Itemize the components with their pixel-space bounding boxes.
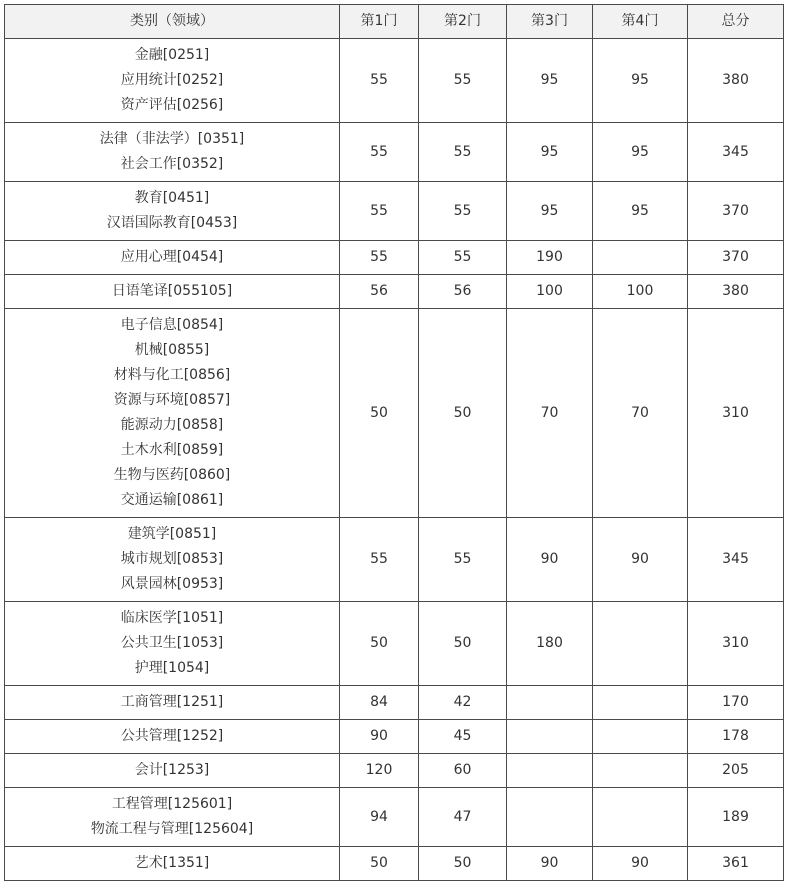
score-subject-1: 55 [340, 241, 419, 275]
header-subject-4: 第4门 [593, 5, 688, 39]
score-subject-4 [593, 602, 688, 686]
table-header [5, 5, 784, 39]
score-subject-2: 50 [419, 847, 507, 881]
table-row [5, 847, 784, 881]
category-label: 风景园林[0953] [120, 576, 224, 592]
category-label: 工商管理[1251] [120, 694, 224, 710]
score-subject-1: 55 [340, 39, 419, 123]
table-row [5, 309, 784, 518]
table-row [5, 39, 784, 123]
score-subject-2: 55 [419, 241, 507, 275]
score-table [4, 4, 784, 881]
score-subject-3: 95 [507, 123, 593, 182]
category-label: 临床医学[1051] [120, 610, 224, 626]
category-label: 护理[1054] [134, 660, 210, 676]
score-subject-4: 90 [593, 518, 688, 602]
score-subject-4 [593, 686, 688, 720]
category-label: 日语笔译[055105] [111, 283, 233, 299]
score-subject-1: 50 [340, 602, 419, 686]
score-subject-3: 180 [507, 602, 593, 686]
table-row [5, 123, 784, 182]
category-cell [5, 518, 340, 602]
score-total: 370 [688, 241, 784, 275]
score-total: 380 [688, 39, 784, 123]
score-subject-2: 55 [419, 182, 507, 241]
category-label: 土木水利[0859] [120, 442, 224, 458]
score-subject-2: 47 [419, 788, 507, 847]
score-subject-4: 70 [593, 309, 688, 518]
category-label: 汉语国际教育[0453] [106, 215, 238, 231]
category-label: 资源与环境[0857] [113, 392, 231, 408]
score-subject-1: 55 [340, 518, 419, 602]
table-body [5, 39, 784, 881]
score-subject-1: 55 [340, 123, 419, 182]
table-row [5, 720, 784, 754]
score-total: 310 [688, 602, 784, 686]
header-subject-2: 第2门 [419, 5, 507, 39]
table-row [5, 275, 784, 309]
header-category: 类别（领域） [5, 5, 340, 39]
category-label: 艺术[1351] [134, 855, 210, 871]
score-subject-4 [593, 754, 688, 788]
score-subject-4 [593, 720, 688, 754]
score-total: 205 [688, 754, 784, 788]
category-label: 交通运输[0861] [120, 492, 224, 508]
score-subject-4: 100 [593, 275, 688, 309]
score-total: 310 [688, 309, 784, 518]
table-row [5, 788, 784, 847]
score-subject-1: 84 [340, 686, 419, 720]
score-subject-2: 55 [419, 39, 507, 123]
score-subject-2: 50 [419, 309, 507, 518]
category-label: 电子信息[0854] [120, 317, 224, 333]
score-subject-2: 45 [419, 720, 507, 754]
category-label: 应用统计[0252] [120, 72, 224, 88]
score-total: 178 [688, 720, 784, 754]
category-cell [5, 686, 340, 720]
category-label: 应用心理[0454] [120, 249, 224, 265]
category-cell [5, 309, 340, 518]
score-subject-1: 55 [340, 182, 419, 241]
score-subject-3: 100 [507, 275, 593, 309]
category-cell [5, 754, 340, 788]
header-subject-1: 第1门 [340, 5, 419, 39]
score-total: 170 [688, 686, 784, 720]
score-subject-4 [593, 788, 688, 847]
score-subject-4: 90 [593, 847, 688, 881]
category-label: 生物与医药[0860] [113, 467, 231, 483]
score-subject-1: 50 [340, 309, 419, 518]
score-subject-3 [507, 788, 593, 847]
category-label: 公共管理[1252] [120, 728, 224, 744]
score-subject-3: 95 [507, 39, 593, 123]
score-subject-4: 95 [593, 39, 688, 123]
score-total: 189 [688, 788, 784, 847]
score-subject-1: 120 [340, 754, 419, 788]
score-total: 345 [688, 123, 784, 182]
score-subject-1: 94 [340, 788, 419, 847]
table-row [5, 686, 784, 720]
category-label: 物流工程与管理[125604] [90, 821, 254, 837]
table-row [5, 754, 784, 788]
category-label: 会计[1253] [134, 762, 210, 778]
score-subject-2: 55 [419, 518, 507, 602]
score-subject-2: 42 [419, 686, 507, 720]
score-subject-3 [507, 754, 593, 788]
category-cell [5, 275, 340, 309]
score-subject-1: 50 [340, 847, 419, 881]
score-subject-2: 56 [419, 275, 507, 309]
category-label: 材料与化工[0856] [113, 367, 231, 383]
header-row [5, 5, 784, 39]
header-subject-3: 第3门 [507, 5, 593, 39]
score-subject-4 [593, 241, 688, 275]
category-label: 工程管理[125601] [111, 796, 233, 812]
score-subject-1: 90 [340, 720, 419, 754]
score-subject-2: 50 [419, 602, 507, 686]
category-cell [5, 788, 340, 847]
category-label: 教育[0451] [134, 190, 210, 206]
category-cell [5, 602, 340, 686]
score-subject-3: 90 [507, 847, 593, 881]
category-label: 城市规划[0853] [120, 551, 224, 567]
score-total: 361 [688, 847, 784, 881]
table-row [5, 518, 784, 602]
score-subject-3 [507, 686, 593, 720]
category-cell [5, 182, 340, 241]
category-cell [5, 39, 340, 123]
category-label: 机械[0855] [134, 342, 210, 358]
header-total: 总分 [688, 5, 784, 39]
category-label: 法律（非法学）[0351] [99, 131, 245, 147]
score-subject-3: 70 [507, 309, 593, 518]
table-row [5, 182, 784, 241]
score-subject-3: 90 [507, 518, 593, 602]
category-label: 资产评估[0256] [120, 97, 224, 113]
category-label: 公共卫生[1053] [120, 635, 224, 651]
score-subject-1: 56 [340, 275, 419, 309]
score-subject-2: 55 [419, 123, 507, 182]
score-subject-3: 95 [507, 182, 593, 241]
score-subject-3: 190 [507, 241, 593, 275]
score-subject-4: 95 [593, 182, 688, 241]
category-label: 建筑学[0851] [127, 526, 217, 542]
table-row [5, 241, 784, 275]
score-total: 380 [688, 275, 784, 309]
category-cell [5, 123, 340, 182]
category-cell [5, 720, 340, 754]
score-total: 370 [688, 182, 784, 241]
table-row [5, 602, 784, 686]
category-label: 社会工作[0352] [120, 156, 224, 172]
category-cell [5, 847, 340, 881]
category-cell [5, 241, 340, 275]
score-subject-3 [507, 720, 593, 754]
score-total: 345 [688, 518, 784, 602]
score-subject-4: 95 [593, 123, 688, 182]
score-subject-2: 60 [419, 754, 507, 788]
category-label: 金融[0251] [134, 47, 210, 63]
category-label: 能源动力[0858] [120, 417, 224, 433]
